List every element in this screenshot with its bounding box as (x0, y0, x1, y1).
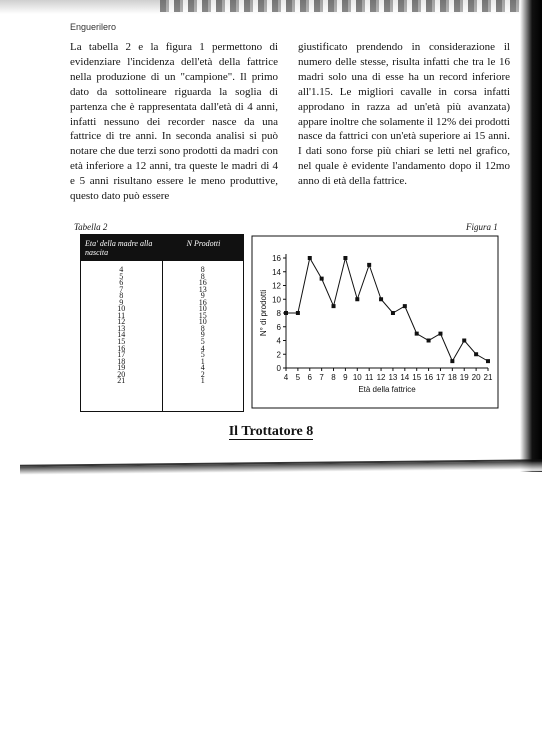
table-cell-count: 4 (200, 363, 205, 373)
data-point (438, 332, 442, 336)
table-cell-count: 16 (198, 278, 207, 288)
table-cell-age: 18 (117, 356, 126, 366)
table-cell-count: 10 (198, 317, 207, 327)
x-tick-label: 15 (412, 373, 422, 382)
table-cell-count: 16 (198, 297, 207, 307)
table-column-age (81, 261, 162, 411)
y-tick-label: 8 (276, 309, 281, 318)
data-point (415, 332, 419, 336)
table-cell-count: 10 (198, 304, 207, 314)
table-cell-count: 4 (200, 343, 205, 353)
data-point (284, 311, 288, 315)
table-cell-age: 16 (117, 343, 126, 353)
footer-title-text: Il Trottatore 8 (228, 424, 314, 439)
table-header (81, 235, 243, 261)
table-cell-age: 13 (117, 323, 126, 333)
x-tick-label: 19 (459, 373, 469, 382)
table-caption: Tabella 2 (74, 222, 108, 232)
table-cell-age: 11 (117, 310, 126, 320)
table-cell-age: 19 (117, 363, 126, 373)
x-tick-label: 5 (295, 373, 301, 382)
x-tick-label: 10 (352, 373, 362, 382)
body-text-right-column: giustificato prendendo in considerazione il numero delle stesse, risulta infatti che tra le 16 madri solo una di esse ha un record inferiore all'1.15. Le migliori cavalle in corsa infatti approdano in razza ad un'età più avanzata) appare inoltre che solamente il 12% dei prodotti nasce da fattrici con un'età superiore ai 15 anni. I dati sono forse più chiari se letti nel grafico, nel quale è evidente l'andamento dopo il 12mo anno di età della fattrice. (298, 41, 510, 188)
data-point (427, 339, 431, 343)
x-tick-label: 16 (424, 373, 434, 382)
table-cell-count: 8 (200, 271, 205, 281)
table-cell-age: 7 (119, 284, 124, 294)
table-cell-age: 14 (117, 330, 126, 340)
x-axis-label: Età della fattrice (358, 385, 416, 394)
table-cell-count: 5 (200, 337, 205, 347)
table-header-age: Eta' della madre alla nascita (85, 239, 153, 257)
y-tick-label: 4 (276, 336, 281, 346)
y-tick-label: 16 (272, 254, 281, 263)
data-point (320, 277, 324, 281)
x-tick-label: 9 (343, 373, 348, 382)
x-tick-label: 7 (319, 373, 324, 382)
table-cell-count: 1 (200, 356, 205, 366)
table-cell-count: 8 (200, 323, 205, 333)
data-point (391, 311, 395, 315)
data-point (296, 311, 300, 315)
x-tick-label: 13 (388, 373, 398, 382)
table-cell-age: 5 (119, 271, 124, 281)
data-point (355, 297, 359, 301)
table-cell-age: 9 (119, 297, 124, 307)
y-tick-label: 6 (276, 322, 281, 332)
data-point (462, 339, 466, 343)
table-cell-age: 6 (119, 278, 124, 288)
table-cell-count: 15 (198, 310, 207, 320)
table-cell-age: 10 (117, 304, 126, 314)
x-tick-label: 18 (447, 373, 457, 382)
x-tick-label: 17 (436, 373, 445, 382)
x-tick-label: 14 (400, 373, 410, 382)
data-point (343, 256, 347, 260)
x-tick-label: 20 (471, 373, 481, 382)
y-tick-label: 14 (272, 267, 281, 277)
data-point (379, 297, 383, 301)
x-tick-label: 12 (376, 373, 386, 382)
table-cell-age: 15 (117, 337, 126, 347)
x-tick-label: 11 (365, 373, 374, 382)
figure-caption: Figura 1 (466, 222, 498, 232)
table-cell-count: 9 (200, 330, 205, 340)
data-point (308, 256, 312, 260)
data-point (486, 359, 490, 363)
chart-frame (252, 236, 498, 408)
table-cell-age: 12 (117, 317, 126, 327)
table-cell-age: 4 (119, 265, 124, 274)
data-table (80, 234, 244, 412)
running-head: Enguerilero (70, 22, 117, 32)
table-body (81, 261, 243, 411)
line-chart (250, 234, 500, 410)
x-tick-label: 6 (307, 373, 312, 382)
table-cell-count: 1 (200, 376, 205, 386)
footer-title (0, 424, 542, 440)
table-header-count: N Prodotti (186, 239, 221, 248)
y-tick-label: 12 (272, 281, 281, 291)
y-tick-label: 10 (272, 295, 281, 305)
table-cell-count: 5 (200, 350, 205, 360)
table-cell-count: 13 (198, 284, 207, 294)
y-axis-label: N° di prodotti (259, 289, 268, 337)
table-cell-count: 9 (200, 291, 205, 301)
scan-smudge (160, 0, 520, 12)
table-cell-count: 2 (200, 369, 205, 379)
data-point (403, 304, 407, 308)
x-tick-label: 4 (283, 373, 289, 382)
y-tick-label: 2 (276, 350, 281, 360)
x-tick-label: 8 (331, 373, 336, 382)
data-point (474, 352, 478, 356)
table-column-count (162, 261, 244, 411)
table-cell-age: 20 (117, 369, 126, 379)
data-point (450, 359, 454, 363)
y-tick-label: 0 (276, 364, 281, 373)
table-cell-age: 21 (117, 376, 126, 386)
table-cell-age: 8 (119, 291, 124, 301)
scan-right-edge (520, 0, 542, 472)
body-text-left-column: La tabella 2 e la figura 1 permettono di evidenziare l'incidenza dell'età della fattrice nella produzione di un "campione". Il primo dato da sottolineare riguarda la soglia di partenza che è rappresentata dall'età di 4 anni, infatti nessuno dei recorder nasce da una fattrice di tre anni. In seconda analisi si può notare che due terzi sono prodotti da madri con età inferiore a 12 anni, tra queste le madri di 4 e 5 anni risultano essere le meno produttive, questo dato può essere (70, 41, 278, 203)
table-cell-age: 17 (117, 350, 126, 360)
data-point (367, 263, 371, 267)
data-point (332, 304, 336, 308)
x-tick-label: 21 (483, 373, 493, 382)
table-cell-count: 8 (200, 265, 205, 274)
